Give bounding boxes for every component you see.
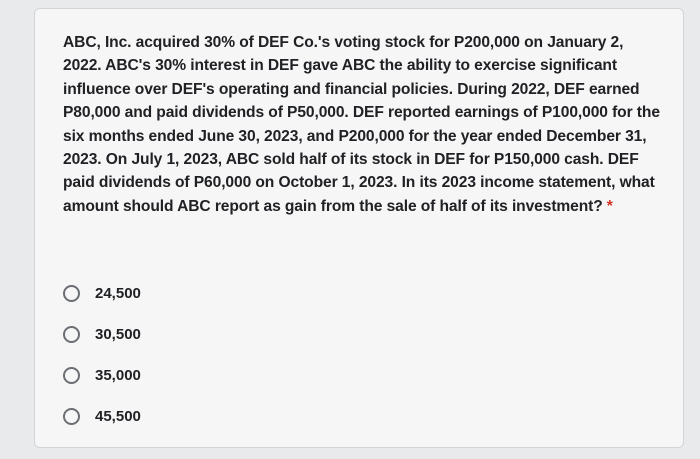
radio-button-icon[interactable] xyxy=(63,408,80,425)
question-text: ABC, Inc. acquired 30% of DEF Co.'s voting stock for P200,000 on January 2, 2022. ABC's 30% interest in DEF gave ABC the ability to exercise significant influence over DEF's operating and financial policies. During 2022, DEF earned P80,000 and paid dividends of P50,000. DEF reported earnings of P100,000 for the six months ended June 30, 2023, and P200,000 for the year ended December 31, 2023. On July 1, 2023, ABC sold half of its stock in DEF for P150,000 cash. DEF paid dividends of P60,000 on October 1, 2023. In its 2023 income statement, what amount should ABC report as gain from the sale of half of its investment? xyxy=(63,34,660,215)
radio-button-icon[interactable] xyxy=(63,367,80,384)
option-label: 30,500 xyxy=(95,326,141,343)
option-2[interactable] xyxy=(63,314,363,355)
option-4[interactable] xyxy=(63,396,363,437)
question-text-block xyxy=(63,31,663,218)
radio-button-icon[interactable] xyxy=(63,285,80,302)
radio-button-icon[interactable] xyxy=(63,326,80,343)
option-label: 35,000 xyxy=(95,367,141,384)
option-label: 45,500 xyxy=(95,408,141,425)
option-1[interactable] xyxy=(63,273,363,314)
option-label: 24,500 xyxy=(95,285,141,302)
answer-options xyxy=(63,273,363,437)
required-asterisk: * xyxy=(606,197,613,215)
question-card xyxy=(34,8,684,448)
option-3[interactable] xyxy=(63,355,363,396)
